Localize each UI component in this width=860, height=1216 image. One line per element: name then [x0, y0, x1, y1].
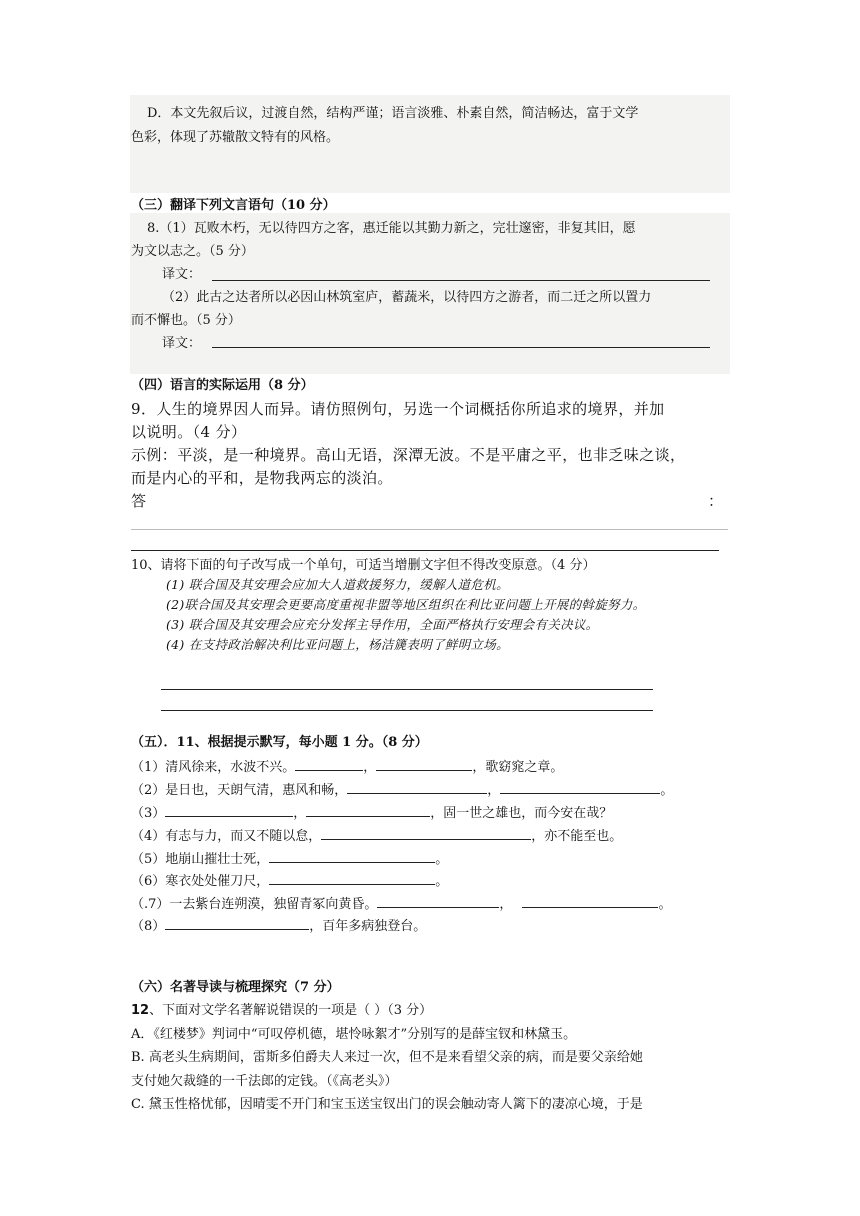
blank[interactable]	[165, 804, 293, 817]
section5-heading: （五）．11、根据提示默写，每小题 1 分。（8 分）	[131, 735, 428, 750]
recite-text: 。	[660, 783, 674, 798]
blank[interactable]	[321, 827, 531, 840]
translation-answer-line-2[interactable]	[212, 347, 710, 348]
recite-num: （1）	[131, 760, 166, 775]
q10-item-4: (4) 在支持政治解决利比亚问题上，杨洁篪表明了鲜明立场。	[166, 637, 509, 652]
recite-text: 一去紫台连朔漠，独留青冢向黄昏。	[169, 897, 378, 912]
recite-num: （6）	[131, 874, 166, 889]
recite-text: ，歌窈窕之章。	[472, 760, 564, 775]
option-d-line1: D．本文先叙后议，过渡自然，结构严谨；语言淡雅、朴素自然，简洁畅达，富于文学	[147, 106, 639, 121]
recite-num: （4）	[131, 829, 166, 844]
recite-num: （.7）	[131, 897, 170, 912]
recite-num: （3）	[131, 806, 166, 821]
recite-item-2	[131, 781, 673, 799]
blank[interactable]	[522, 895, 658, 908]
recite-text: ，	[487, 783, 501, 798]
recite-text: ，	[363, 760, 377, 775]
q8-2-line1: （2）此古之达者所以必因山林筑室庐，蓄蔬米，以待四方之游者，而二迁之所以置力	[162, 290, 652, 305]
option-b-line1: B. 高老头生病期间，雷斯多伯爵夫人来过一次，但不是来看望父亲的病，而是要父亲给她	[131, 1050, 643, 1065]
blank[interactable]	[500, 781, 660, 794]
recite-text: ，	[499, 897, 513, 912]
recite-item-3	[131, 804, 612, 822]
option-c-line1: C. 黛玉性格忧郁，因晴雯不开门和宝玉送宝钗出门的误会触动寄人篱下的凄凉心境，于是	[131, 1097, 643, 1112]
q10-answer-line-2[interactable]	[161, 710, 653, 711]
q10-item-2: (2)联合国及其安理会更要高度重视非盟等地区组织在利比亚问题上开展的斡旋努力。	[166, 597, 646, 612]
recite-text: ，	[293, 806, 307, 821]
answer-line[interactable]	[131, 550, 719, 551]
section3-heading: （三）翻译下列文言语句（10 分）	[131, 198, 336, 213]
q9-example-line2: 而是内心的平和，是物我两忘的淡泊。	[131, 469, 393, 487]
answer-colon: ：	[708, 492, 724, 510]
recite-text: ，百年多病独登台。	[309, 919, 427, 934]
q10-answer-line-1[interactable]	[161, 689, 653, 690]
section4-heading: （四）语言的实际运用（8 分）	[131, 378, 314, 393]
q8-1-line2: 为文以志之。（5 分）	[131, 244, 254, 259]
recite-text: ，固一世之雄也，而今安在哉？	[430, 806, 613, 821]
recite-num: （2）	[131, 783, 166, 798]
recite-text: ，亦不能至也。	[531, 829, 623, 844]
recite-item-7	[131, 895, 671, 913]
recite-num: （8）	[131, 919, 166, 934]
recite-item-4	[131, 827, 622, 845]
blank[interactable]	[269, 872, 435, 885]
recite-item-5	[131, 850, 448, 868]
recite-text: 是日也，天朗气清，惠风和畅，	[165, 783, 348, 798]
recite-text: 寒衣处处催刀尺，	[165, 874, 270, 889]
option-a: A．《红楼梦》判词中“可叹停机德，堪怜咏絮才”分别写的是薛宝钗和林黛玉。	[131, 1027, 577, 1042]
blank[interactable]	[376, 758, 472, 771]
q12-num: 12	[131, 1003, 150, 1018]
recite-item-8	[131, 917, 426, 935]
q9-line1: 9．人生的境界因人而异。请仿照例句，另选一个词概括你所追求的境界，并加	[131, 400, 665, 418]
recite-num: （5）	[131, 852, 166, 867]
option-b-line2: 支付她欠裁缝的一千法郎的定钱。（《高老头》）	[131, 1074, 398, 1089]
q10-item-3: (3) 联合国及其安理会应充分发挥主导作用，全面严格执行安理会有关决议。	[166, 617, 599, 632]
blank[interactable]	[377, 895, 499, 908]
recite-item-1	[131, 758, 563, 776]
recite-text: 。	[435, 874, 449, 889]
blank[interactable]	[306, 804, 430, 817]
recite-text: 清风徐来，水波不兴。	[165, 760, 296, 775]
q12-line	[131, 1003, 432, 1019]
q9-example-line1: 示例：平淡，是一种境界。高山无语，深潭无波。不是平庸之平，也非乏味之谈，	[131, 446, 686, 464]
blank[interactable]	[295, 758, 363, 771]
recite-text: 。	[658, 897, 672, 912]
section6-heading: （六）名著导读与梳理探究（7 分）	[131, 980, 340, 995]
recite-text: 地崩山摧壮士死，	[165, 852, 270, 867]
option-d-line2: 色彩，体现了苏辙散文特有的风格。	[131, 130, 340, 145]
q8-2-line2: 而不懈也。（5 分）	[131, 313, 241, 328]
answer-char: 答	[131, 492, 147, 510]
recite-text: 有志与力，而又不随以怠，	[165, 829, 322, 844]
translation-label-2: 译文：	[162, 336, 202, 351]
q8-1-line1: 8.（1）瓦败木朽，无以待四方之客，惠迁能以其勤力新之，完壮邃密，非复其旧，愿	[147, 221, 636, 236]
recite-text: 。	[435, 852, 449, 867]
recite-item-6	[131, 872, 448, 890]
blank[interactable]	[347, 781, 487, 794]
q12-text: 、下面对文学名著解说错误的一项是（ ）（3 分）	[149, 1003, 433, 1018]
translation-label-1: 译文：	[162, 267, 202, 282]
blank[interactable]	[165, 917, 309, 930]
q10-prompt: 10、请将下面的句子改写成一个单句，可适当增删文字但不得改变原意。（4 分）	[131, 558, 596, 573]
answer-line-gray[interactable]	[131, 529, 728, 530]
q10-item-1: (1) 联合国及其安理会应加大人道救援努力，缓解人道危机。	[166, 577, 509, 592]
q9-line2: 以说明。（4 分）	[131, 423, 247, 441]
blank[interactable]	[269, 850, 435, 863]
translation-answer-line-1[interactable]	[212, 280, 710, 281]
